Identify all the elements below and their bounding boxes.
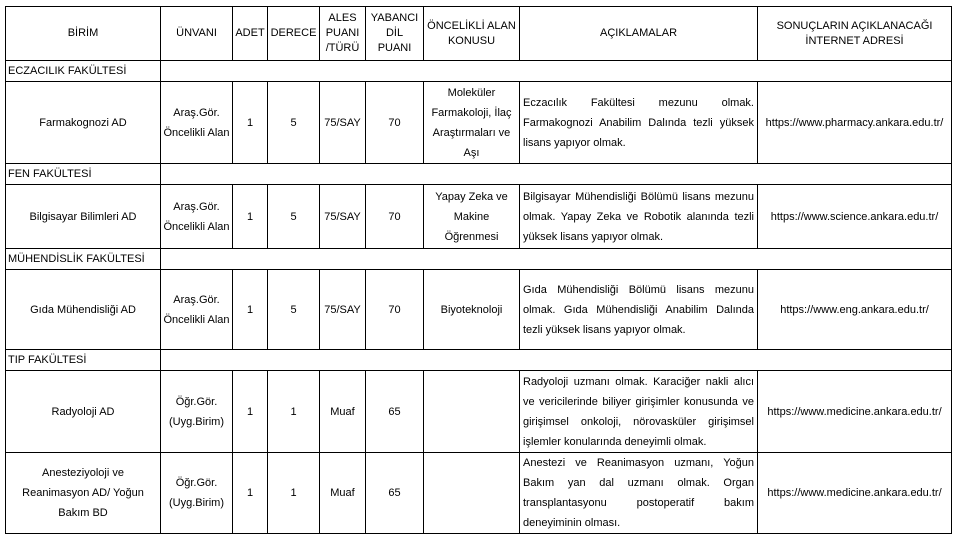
table-row xyxy=(6,82,952,164)
cell-yabanci-dil: 70 xyxy=(366,185,424,249)
cell-unvani: Öğr.Gör. (Uyg.Birim) xyxy=(161,371,233,453)
section-row xyxy=(6,61,952,82)
cell-yabanci-dil: 70 xyxy=(366,82,424,164)
cell-ales: 75/SAY xyxy=(320,185,366,249)
header-internet-adresi: SONUÇLARIN AÇIKLANACAĞI İNTERNET ADRESİ xyxy=(758,7,952,61)
cell-yabanci-dil: 70 xyxy=(366,270,424,350)
cell-birim: Farmakognozi AD xyxy=(6,82,161,164)
cell-yabanci-dil: 65 xyxy=(366,371,424,453)
section-row xyxy=(6,350,952,371)
cell-derece: 1 xyxy=(268,453,320,534)
header-unvani: ÜNVANI xyxy=(161,7,233,61)
cell-oncelikli-alan: Biyoteknoloji xyxy=(424,270,520,350)
cell-aciklama: Radyoloji uzmanı olmak. Karaciğer nakli alıcı ve vericilerinde biliyer girişimler konusunda ve girişimsel onkoloji, nörovasküler girişimsel işlemler konularında deneyimli olmak. xyxy=(520,371,758,453)
cell-adet: 1 xyxy=(233,270,268,350)
table-row xyxy=(6,371,952,453)
cell-birim: Radyoloji AD xyxy=(6,371,161,453)
cell-yabanci-dil: 65 xyxy=(366,453,424,534)
cell-unvani: Araş.Gör. Öncelikli Alan xyxy=(161,270,233,350)
header-adet: ADET xyxy=(233,7,268,61)
cell-ales: 75/SAY xyxy=(320,82,366,164)
cell-adet: 1 xyxy=(233,371,268,453)
header-row xyxy=(6,7,952,61)
header-oncelikli-alan: ÖNCELİKLİ ALAN KONUSU xyxy=(424,7,520,61)
cell-derece: 5 xyxy=(268,185,320,249)
table-row xyxy=(6,185,952,249)
cell-oncelikli-alan: Moleküler Farmakoloji, İlaç Araştırmaları ve Aşı xyxy=(424,82,520,164)
header-birim: BİRİM xyxy=(6,7,161,61)
cell-aciklama: Eczacılık Fakültesi mezunu olmak. Farmakognozi Anabilim Dalında tezli yüksek lisans yapıyor olmak. xyxy=(520,82,758,164)
section-row xyxy=(6,164,952,185)
header-yabanci-dil: YABANCI DİL PUANI xyxy=(366,7,424,61)
header-derece: DERECE xyxy=(268,7,320,61)
cell-ales: 75/SAY xyxy=(320,270,366,350)
cell-aciklama: Gıda Mühendisliği Bölümü lisans mezunu olmak. Gıda Mühendisliği Anabilim Dalında tezli yüksek lisans yapıyor olmak. xyxy=(520,270,758,350)
cell-aciklama: Bilgisayar Mühendisliği Bölümü lisans mezunu olmak. Yapay Zeka ve Robotik alanında tezli yüksek lisans yapıyor olmak. xyxy=(520,185,758,249)
cell-adres: https://www.eng.ankara.edu.tr/ xyxy=(758,270,952,350)
cell-derece: 5 xyxy=(268,82,320,164)
cell-derece: 1 xyxy=(268,371,320,453)
cell-adres: https://www.pharmacy.ankara.edu.tr/ xyxy=(758,82,952,164)
cell-unvani: Öğr.Gör. (Uyg.Birim) xyxy=(161,453,233,534)
cell-birim: Bilgisayar Bilimleri AD xyxy=(6,185,161,249)
cell-oncelikli-alan: Yapay Zeka ve Makine Öğrenmesi xyxy=(424,185,520,249)
section-title: TIP FAKÜLTESİ xyxy=(6,350,161,371)
cell-oncelikli-alan xyxy=(424,371,520,453)
table-row xyxy=(6,270,952,350)
cell-birim: Gıda Mühendisliği AD xyxy=(6,270,161,350)
table-row xyxy=(6,453,952,534)
section-title: MÜHENDİSLİK FAKÜLTESİ xyxy=(6,249,161,270)
section-title: FEN FAKÜLTESİ xyxy=(6,164,161,185)
cell-adres: https://www.science.ankara.edu.tr/ xyxy=(758,185,952,249)
cell-oncelikli-alan xyxy=(424,453,520,534)
section-row xyxy=(6,249,952,270)
cell-adres: https://www.medicine.ankara.edu.tr/ xyxy=(758,453,952,534)
staff-position-table xyxy=(5,6,952,534)
cell-adet: 1 xyxy=(233,82,268,164)
cell-adres: https://www.medicine.ankara.edu.tr/ xyxy=(758,371,952,453)
header-ales: ALES PUANI /TÜRÜ xyxy=(320,7,366,61)
cell-adet: 1 xyxy=(233,185,268,249)
cell-derece: 5 xyxy=(268,270,320,350)
cell-ales: Muaf xyxy=(320,371,366,453)
cell-unvani: Araş.Gör. Öncelikli Alan xyxy=(161,82,233,164)
header-aciklamalar: AÇIKLAMALAR xyxy=(520,7,758,61)
cell-aciklama: Anestezi ve Reanimasyon uzmanı, Yoğun Bakım yan dal uzmanı olmak. Organ transplantasyonu postoperatif bakım deneyiminin olması. xyxy=(520,453,758,534)
cell-unvani: Araş.Gör. Öncelikli Alan xyxy=(161,185,233,249)
cell-adet: 1 xyxy=(233,453,268,534)
cell-birim: Anesteziyoloji ve Reanimasyon AD/ Yoğun Bakım BD xyxy=(6,453,161,534)
section-title: ECZACILIK FAKÜLTESİ xyxy=(6,61,161,82)
cell-ales: Muaf xyxy=(320,453,366,534)
